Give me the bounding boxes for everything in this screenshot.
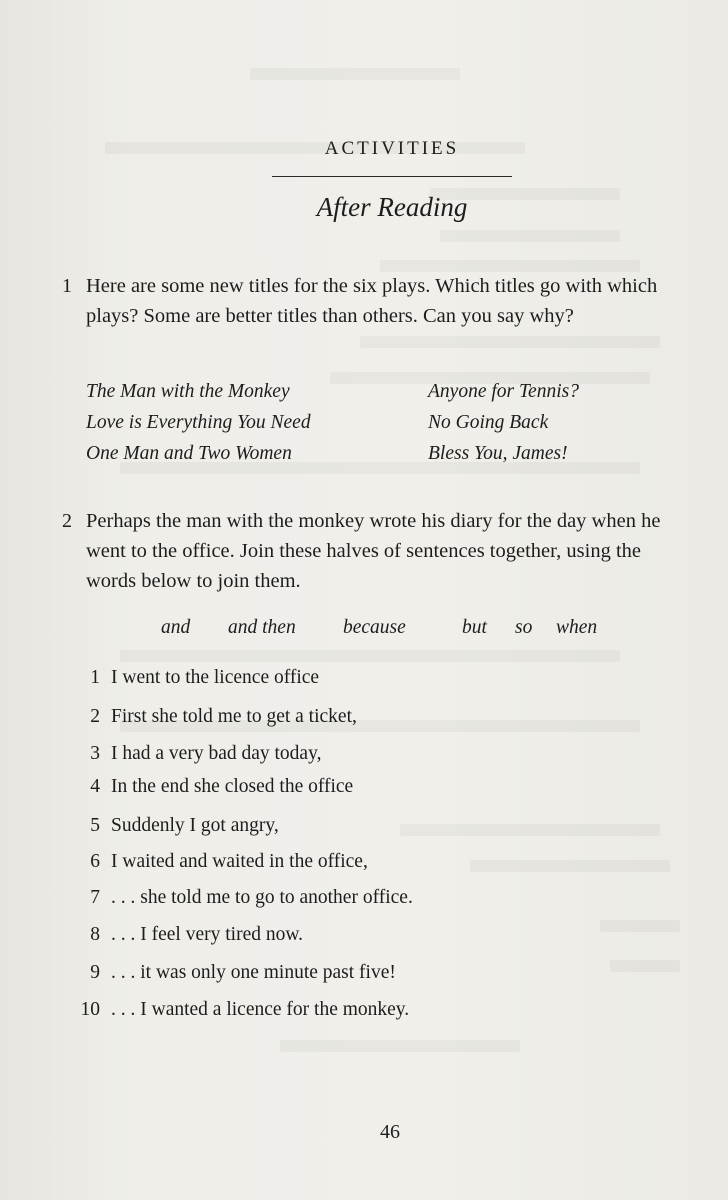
sentence-half: I went to the licence office — [111, 667, 320, 688]
sentence-number: 5 — [90, 815, 100, 836]
sentence-half: Suddenly I got angry, — [111, 815, 279, 836]
sentence-number: 2 — [90, 706, 100, 727]
page-number: 46 — [380, 1121, 400, 1143]
question-2-text: Perhaps the man with the monkey wrote his diary for the day when he went to the office. Join these halves of sentences together, using the words below to join them. — [86, 510, 661, 592]
title-option: Love is Everything You Need — [86, 412, 311, 433]
sentence-half: I had a very bad day today, — [111, 743, 322, 764]
joining-word: when — [556, 617, 598, 638]
sentence-number: 6 — [90, 851, 100, 872]
sentence-half: . . . I feel very tired now. — [111, 924, 304, 945]
joining-word: but — [462, 617, 487, 638]
question-1-number: 1 — [62, 275, 72, 297]
sentence-number: 4 — [90, 776, 100, 797]
sentence-number: 8 — [90, 924, 100, 945]
question-2-number: 2 — [62, 510, 72, 532]
title-option: Anyone for Tennis? — [428, 381, 579, 402]
sentence-half: I waited and waited in the office, — [111, 851, 368, 872]
sentence-number: 7 — [90, 887, 100, 908]
sentence-number: 1 — [90, 667, 100, 688]
title-option: One Man and Two Women — [86, 443, 292, 464]
joining-word: and — [161, 617, 191, 638]
joining-word: and then — [228, 617, 296, 638]
title-option: Bless You, James! — [428, 443, 568, 464]
sentence-half: In the end she closed the office — [111, 776, 354, 797]
section-heading: ACTIVITIES — [324, 138, 460, 159]
heading-divider — [272, 176, 512, 177]
section-subheading: After Reading — [316, 192, 468, 222]
title-option: The Man with the Monkey — [86, 381, 290, 402]
sentence-number: 3 — [90, 743, 100, 764]
sentence-half: . . . I wanted a licence for the monkey. — [111, 999, 410, 1020]
sentence-half: First she told me to get a ticket, — [111, 706, 357, 727]
joining-word: because — [343, 617, 406, 638]
sentence-half: . . . she told me to go to another office. — [111, 887, 413, 908]
question-1-text: Here are some new titles for the six plays. Which titles go with which plays? Some are better titles than others. Can you say why? — [86, 275, 658, 327]
sentence-half: . . . it was only one minute past five! — [111, 962, 396, 983]
sentence-number: 9 — [90, 962, 100, 983]
joining-word: so — [515, 617, 533, 638]
title-option: No Going Back — [428, 412, 549, 433]
sentence-number: 10 — [80, 999, 100, 1020]
